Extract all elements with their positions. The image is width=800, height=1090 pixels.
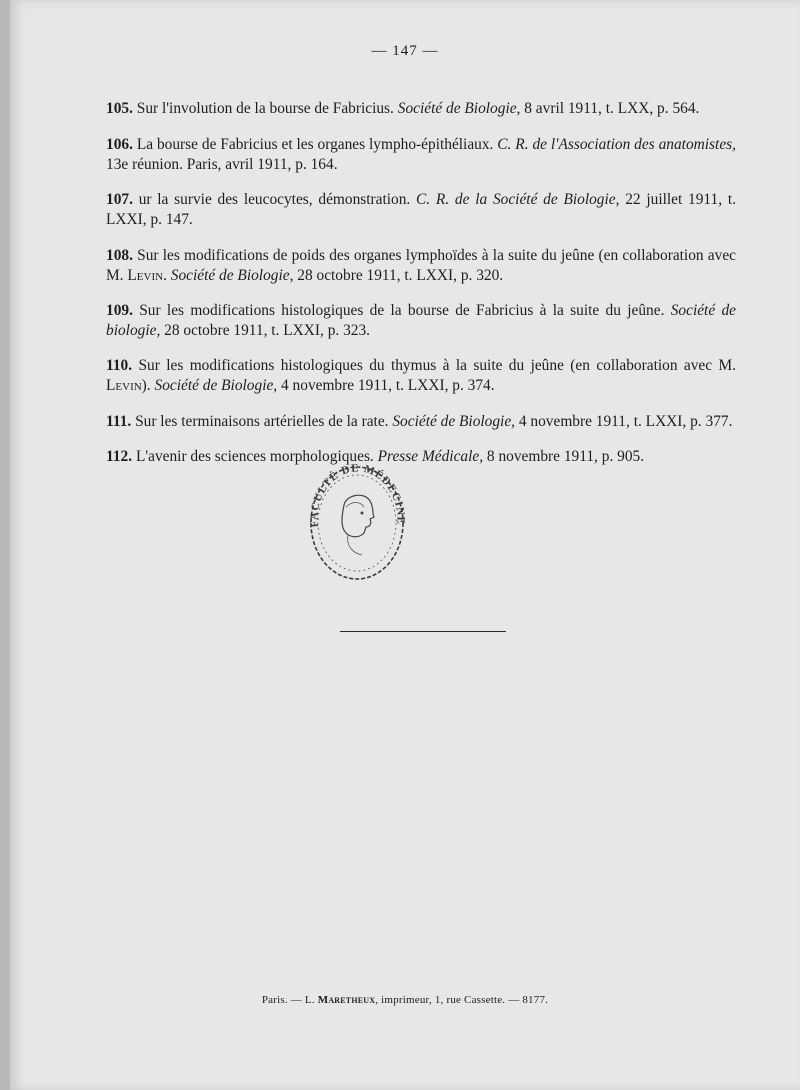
entry-title: Sur l'involution de la bourse de Fabricius. — [132, 100, 398, 118]
entry-title: ur la survie des leucocytes, démonstration. — [132, 191, 417, 209]
entry-number: 106. — [106, 135, 133, 153]
imprint-address: , imprimeur, 1, rue Cassette. — 8177. — [375, 994, 549, 1006]
section-divider — [340, 631, 506, 632]
entry-source: Presse Médicale, — [377, 448, 484, 466]
page-number: — 147 — — [371, 43, 439, 59]
entry-details: 8 novembre 1911, p. 905. — [483, 448, 645, 466]
entry-title: Sur les terminaisons artérielles de la rate. — [131, 412, 393, 430]
entry-details: 4 novembre 1911, t. LXXI, p. 374. — [277, 377, 495, 395]
entry-details: 13e réunion. Paris, avril 1911, p. 164. — [106, 155, 338, 173]
entry-number: 111. — [106, 412, 132, 430]
document-page — [10, 0, 800, 1090]
entry-separator: ). — [141, 377, 155, 395]
bibliography-entry — [106, 135, 736, 175]
entry-number: 108. — [106, 246, 133, 264]
entry-title: L'avenir des sciences morphologiques. — [132, 448, 378, 466]
bibliography-entry — [106, 246, 736, 286]
entry-number: 107. — [106, 191, 133, 209]
bibliography-entry — [106, 447, 736, 467]
entry-source: Société de Biologie, — [170, 266, 294, 284]
bibliography-list — [106, 84, 736, 483]
bibliography-entry — [106, 301, 736, 341]
entry-source: Société de Biologie, — [154, 377, 278, 395]
bibliography-entry — [106, 99, 736, 119]
library-stamp-icon — [300, 455, 415, 585]
author-name: Levin — [106, 377, 142, 395]
entry-separator: . — [163, 266, 171, 284]
entry-number: 109. — [106, 301, 133, 319]
svg-text:FACULTÉ DE MÉDECINE DE PARIS — [300, 455, 407, 530]
bibliography-entry — [106, 190, 736, 230]
entry-number: 110. — [106, 357, 133, 375]
entry-source: Société de Biologie, — [392, 412, 516, 430]
author-name: Levin — [127, 266, 164, 284]
entry-title: La bourse de Fabricius et les organes lympho-épithéliaux. — [132, 135, 498, 153]
entry-source: Société de Biologie, — [397, 100, 521, 118]
entry-details: 28 octobre 1911, t. LXXI, p. 323. — [160, 321, 371, 339]
entry-title: Sur les modifications histologiques de la bourse de Fabricius à la suite du jeûne. — [132, 301, 671, 319]
entry-title: Sur les modifications de poids des organes lymphoïdes à la suite du jeûne (en collaboration avec M. — [106, 246, 736, 284]
entry-source: Société de biologie, — [106, 301, 736, 339]
imprint-city: Paris. — L. — [261, 994, 318, 1006]
printer-imprint — [10, 994, 800, 1006]
entry-details: 8 avril 1911, t. LXX, p. 564. — [520, 100, 700, 118]
entry-source: C. R. de l'Association des anatomistes, — [497, 135, 736, 153]
entry-number: 112. — [106, 448, 133, 466]
entry-details: 22 juillet 1911, t. LXXI, p. 147. — [106, 191, 736, 229]
stamp-text: FACULTÉ DE MÉDECINE — [308, 462, 407, 528]
bibliography-entry — [106, 356, 736, 396]
entry-details: 4 novembre 1911, t. LXXI, p. 377. — [515, 412, 733, 430]
entry-number: 105. — [106, 100, 133, 118]
entry-details: 28 octobre 1911, t. LXXI, p. 320. — [293, 266, 504, 284]
entry-title: Sur les modifications histologiques du thymus à la suite du jeûne (en collaboration avec M. — [132, 357, 736, 375]
bibliography-entry — [106, 412, 736, 432]
entry-source: C. R. de la Société de Biologie, — [416, 191, 620, 209]
printer-name: Maretheux — [317, 994, 376, 1006]
